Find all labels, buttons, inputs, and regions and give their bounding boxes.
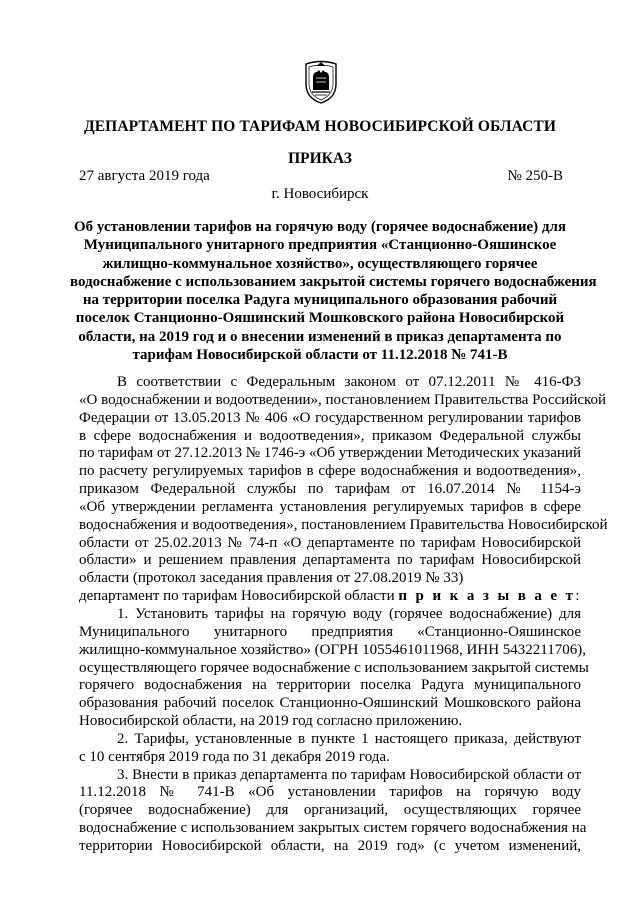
order-date: 27 августа 2019 года bbox=[79, 168, 210, 184]
heading-line: Муниципального унитарного предприятия «Станционно-Ояшинское bbox=[83, 237, 557, 254]
order-title: ПРИКАЗ bbox=[288, 150, 352, 167]
heading-line: области, на 2019 год и о внесении изменений в приказ департамента по bbox=[78, 328, 562, 345]
heading-line: жилищно-коммунальное хозяйство», осуществляющего горячее bbox=[102, 255, 538, 272]
item-3-paragraph bbox=[79, 766, 587, 856]
text-line: по расчету регулируемых тарифов в сфере водоснабжения и водоотведения», bbox=[79, 463, 581, 480]
text-line: осуществляющего горячее водоснабжение с использованием закрытой системы bbox=[79, 659, 589, 676]
text-line: «О водоснабжении и водоотведении», постановлением Правительства Российской bbox=[79, 391, 607, 408]
text-line: (горячее водоснабжение) для организаций, осуществляющих горячее bbox=[79, 802, 581, 819]
text-line: с 10 сентября 2019 года по 31 декабря 2019 года. bbox=[79, 748, 390, 765]
text-line bbox=[79, 588, 581, 606]
text-line: В соответствии с Федеральным законом от 07.12.2011 № 416-ФЗ bbox=[117, 374, 581, 390]
decree-text: департамент по тарифам Новосибирской области bbox=[79, 588, 395, 605]
heading-line: Об установлении тарифов на горячую воду (горячее водоснабжение) для bbox=[74, 219, 566, 235]
order-city: г. Новосибирск bbox=[271, 186, 369, 202]
text-line: Федерации от 13.05.2013 № 406 «О государственном регулировании тарифов bbox=[79, 409, 581, 426]
order-heading bbox=[70, 218, 597, 364]
order-body bbox=[79, 374, 608, 856]
text-line: Муниципального унитарного предприятия «Станционно-Ояшинское bbox=[79, 623, 581, 640]
preamble-paragraph bbox=[79, 374, 608, 588]
text-line: приказом Федеральной службы по тарифам от 16.07.2014 № 1154-э bbox=[79, 481, 581, 498]
text-line: горячего водоснабжения на территории поселка Радуга муниципального bbox=[79, 677, 581, 694]
coat-of-arms-icon bbox=[302, 60, 340, 104]
decree-line bbox=[79, 588, 581, 606]
text-line: «Об утверждении регламента установления регулируемых тарифов в сфере bbox=[79, 498, 581, 515]
heading-line: водоснабжение с использованием закрытой системы горячего водоснабжения bbox=[70, 273, 597, 290]
decree-colon: : bbox=[575, 588, 580, 605]
text-line: жилищно-коммунальное хозяйство» (ОГРН 1055461011968, ИНН 5432211706), bbox=[79, 641, 586, 658]
department-name: ДЕПАРТАМЕНТ ПО ТАРИФАМ НОВОСИБИРСКОЙ ОБЛАСТИ bbox=[83, 118, 557, 135]
heading-line: тарифам Новосибирской области от 11.12.2018 № 741-В bbox=[132, 347, 508, 364]
heading-line: на территории поселка Радуга муниципального образования рабочий bbox=[82, 292, 558, 309]
text-line: 3. Внести в приказ департамента по тарифам Новосибирской области от bbox=[117, 766, 581, 783]
text-line: Новосибирской области, на 2019 год согласно приложению. bbox=[79, 713, 463, 730]
text-line: области от 25.02.2013 № 74-п «О департаменте по тарифам Новосибирской bbox=[79, 534, 581, 551]
text-line: образования рабочий поселок Станционно-Ояшинский Мошковского района bbox=[79, 695, 581, 712]
text-line: по тарифам от 27.12.2013 № 1746-э «Об утверждении Методических указаний bbox=[79, 445, 581, 462]
text-line: водоснабжение с использованием закрытых систем горячего водоснабжения на bbox=[79, 820, 587, 837]
order-number: № 250-В bbox=[507, 168, 563, 184]
text-line: 11.12.2018 № 741-В «Об установлении тарифов на горячую воду bbox=[79, 784, 581, 801]
text-line: области (протокол заседания правления от 27.08.2019 № 33) bbox=[79, 570, 464, 587]
text-line: в сфере водоснабжения и водоотведения», приказом Федеральной службы bbox=[79, 427, 581, 444]
item-1-paragraph bbox=[79, 605, 589, 731]
text-line: 1. Установить тарифы на горячую воду (горячее водоснабжение) для bbox=[117, 605, 581, 622]
item-2-paragraph bbox=[79, 731, 581, 767]
decree-keyword: п р и к а з ы в а е т bbox=[398, 588, 576, 605]
heading-line: поселок Станционно-Ояшинский Мошковского района Новосибирской bbox=[75, 310, 565, 327]
text-line: 2. Тарифы, установленные в пункте 1 настоящего приказа, действуют bbox=[117, 730, 581, 747]
text-line: области» и решением правления департамента по тарифам Новосибирской bbox=[79, 552, 581, 569]
text-line: водоснабжения и водоотведения», постановлением Правительства Новосибирской bbox=[79, 516, 608, 533]
text-line: территории Новосибирской области, на 2019 год» (с учетом изменений, bbox=[79, 837, 581, 854]
